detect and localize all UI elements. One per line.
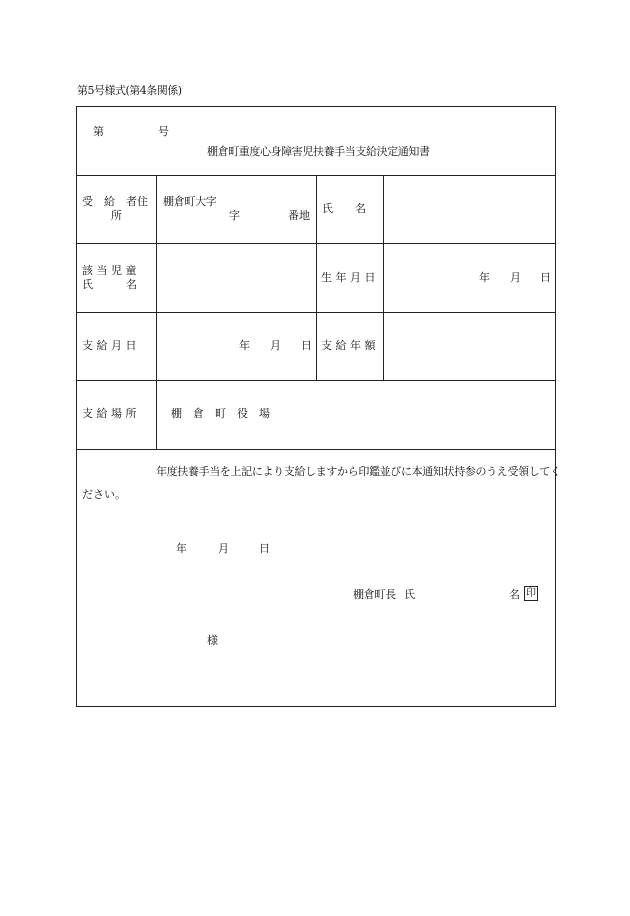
row-divider bbox=[76, 449, 556, 450]
payment-date-day: 日 bbox=[301, 339, 312, 352]
annual-amount-label: 支 給 年 額 bbox=[321, 339, 376, 352]
notice-body-line1: 年度扶養手当を上記により支給しますから印鑑並びに本通知状持参のうえ受領してく bbox=[156, 465, 561, 478]
column-divider bbox=[383, 175, 384, 380]
number-suffix: 号 bbox=[158, 125, 169, 138]
seal-stamp-box: 印 bbox=[526, 588, 536, 599]
recipient-address-aza: 字 bbox=[229, 209, 240, 222]
notice-date-year: 年 bbox=[176, 542, 187, 555]
notice-date-day: 日 bbox=[259, 542, 270, 555]
issuer-title: 棚倉町長 bbox=[353, 588, 396, 601]
form-number-label: 第5号様式(第4条関係) bbox=[77, 84, 182, 97]
number-prefix: 第 bbox=[93, 125, 104, 138]
payment-date-label: 支 給 月 日 bbox=[82, 339, 137, 352]
addressee-suffix: 様 bbox=[207, 634, 218, 647]
column-divider bbox=[316, 175, 317, 380]
recipient-label-line2: 所 bbox=[111, 209, 122, 222]
row-divider bbox=[76, 380, 556, 381]
birthdate-year: 年 bbox=[479, 271, 490, 284]
birthdate-label: 生 年 月 日 bbox=[321, 271, 376, 284]
notice-body-line2: ださい。 bbox=[82, 488, 126, 501]
birthdate-month: 月 bbox=[510, 271, 521, 284]
recipient-label-line1: 受 給 者住 bbox=[82, 195, 148, 208]
issuer-shi: 氏 bbox=[404, 588, 415, 601]
child-label-line1: 該 当 児 童 bbox=[82, 264, 137, 277]
payment-place-label: 支 給 場 所 bbox=[82, 407, 137, 420]
recipient-address-line1: 棚倉町大字 bbox=[163, 195, 217, 208]
column-divider bbox=[156, 175, 157, 449]
recipient-address-banchi: 番地 bbox=[288, 209, 310, 222]
payment-date-year: 年 bbox=[239, 339, 250, 352]
issuer-mei: 名 bbox=[509, 588, 520, 601]
birthdate-day: 日 bbox=[540, 271, 551, 284]
notice-date-month: 月 bbox=[218, 542, 229, 555]
child-label-line2: 氏 名 bbox=[82, 278, 137, 291]
payment-date-month: 月 bbox=[270, 339, 281, 352]
name-label: 氏 名 bbox=[322, 202, 366, 215]
document-title: 棚倉町重度心身障害児扶養手当支給決定通知書 bbox=[207, 145, 430, 158]
payment-place-value: 棚 倉 町 役 場 bbox=[171, 407, 270, 420]
